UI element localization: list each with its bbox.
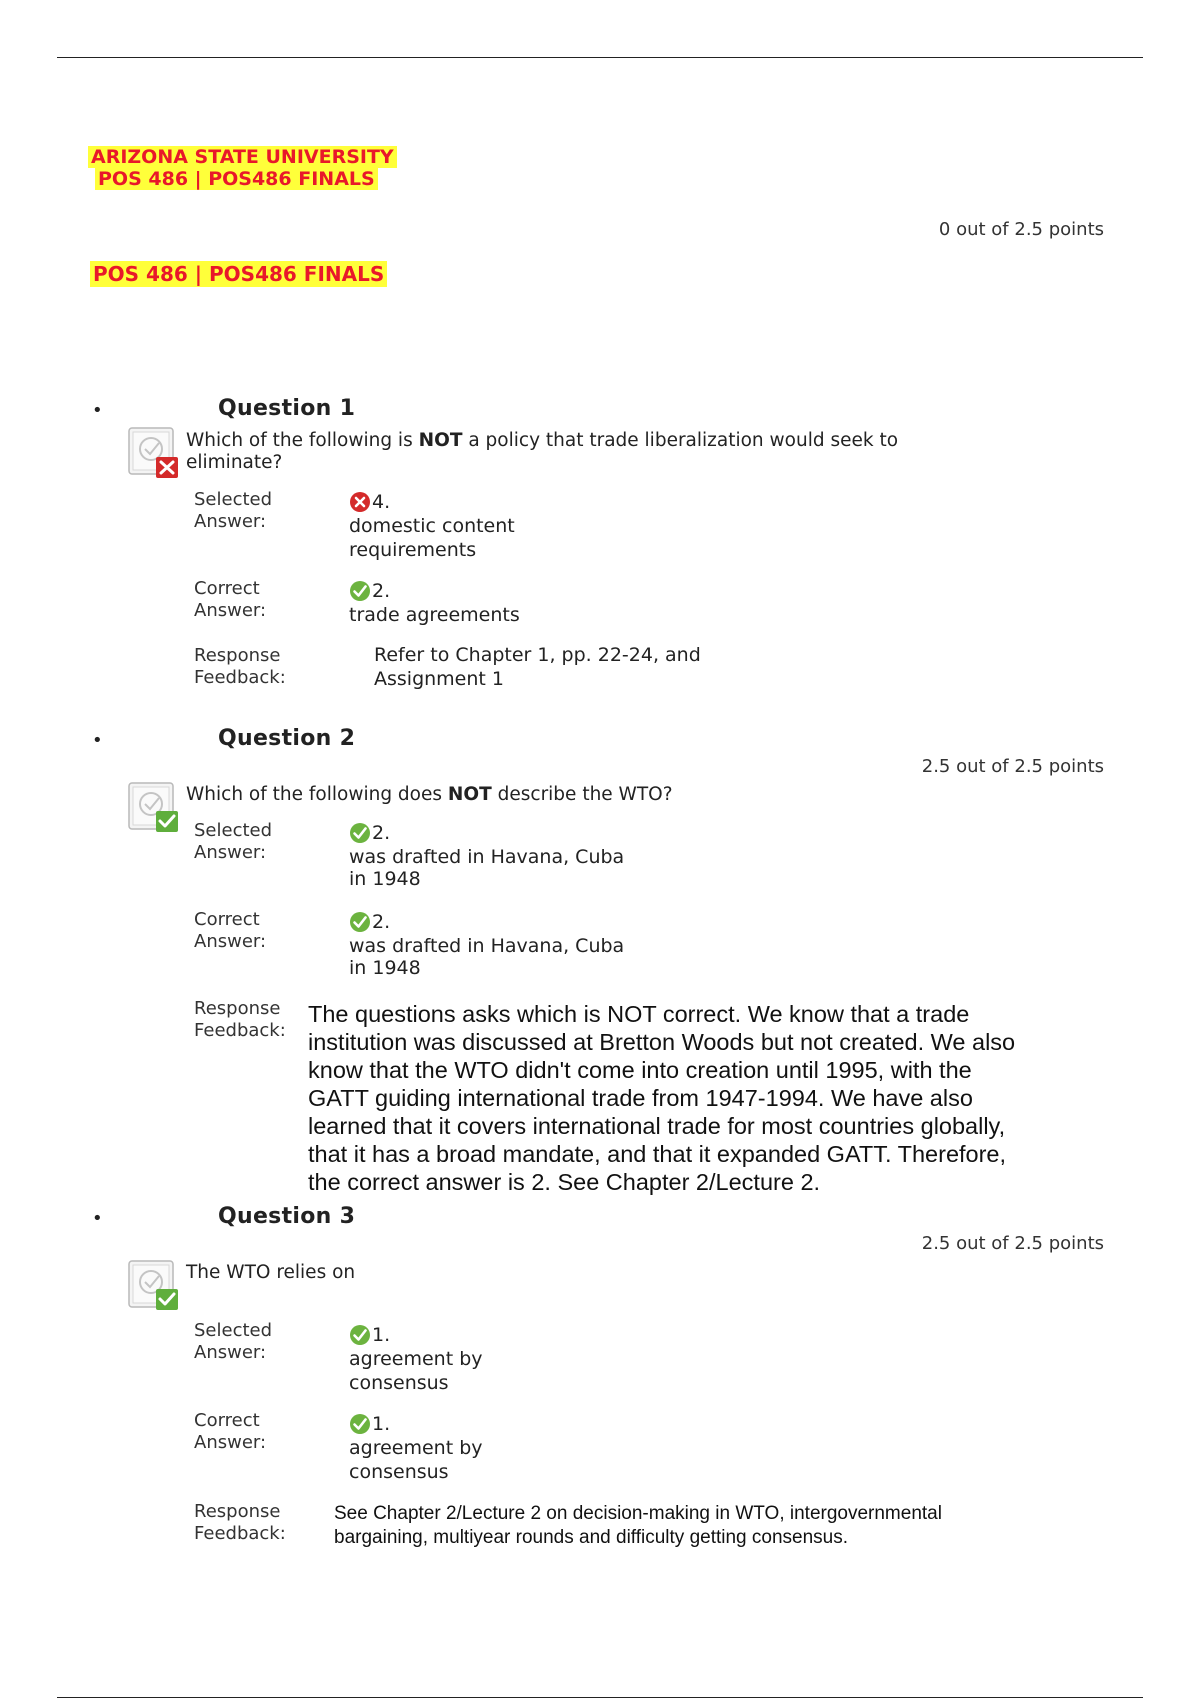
top-rule: [57, 57, 1143, 58]
correct-mark-icon: [349, 911, 371, 933]
correct-status-icon: [128, 782, 180, 834]
question-3-bullet: •: [92, 1208, 103, 1229]
question-1-bullet: •: [92, 400, 103, 421]
question-3-text: The WTO relies on: [186, 1262, 356, 1283]
header-block: [88, 146, 397, 190]
question-2-title: Question 2: [218, 726, 356, 751]
question-1-text: Which of the following is NOT a policy that trade liberalization would seek to eliminate?: [186, 430, 899, 473]
top-points: 0 out of 2.5 points: [938, 219, 1104, 240]
correct-mark-icon: [349, 1413, 371, 1435]
correct-mark-icon: [349, 1324, 371, 1346]
q1-selected-answer: 4. domestic content requirements: [349, 491, 515, 561]
incorrect-mark-icon: [349, 491, 371, 513]
q3-correct-answer: 1. agreement by consensus: [349, 1413, 483, 1483]
correct-status-icon: [128, 1260, 180, 1312]
q1-feedback-label: Response Feedback:: [194, 645, 286, 688]
q3-selected-answer: 1. agreement by consensus: [349, 1324, 483, 1394]
university-name: ARIZONA STATE UNIVERSITY: [88, 146, 397, 168]
q2-selected-answer: 2. was drafted in Havana, Cuba in 1948: [349, 822, 625, 890]
question-2-bullet: •: [92, 730, 103, 751]
question-1-title: Question 1: [218, 396, 356, 421]
question-2-points: 2.5 out of 2.5 points: [921, 756, 1104, 777]
q2-correct-label: Correct Answer:: [194, 909, 267, 952]
q2-correct-answer: 2. was drafted in Havana, Cuba in 1948: [349, 911, 625, 979]
q2-feedback-label: Response Feedback:: [194, 998, 286, 1041]
q2-selected-label: Selected Answer:: [194, 820, 273, 863]
q3-feedback-text: See Chapter 2/Lecture 2 on decision-making in WTO, intergovernmental bargaining, multiyear rounds and difficulty getting consensus.: [334, 1503, 942, 1548]
correct-mark-icon: [349, 822, 371, 844]
course-title-block: [90, 261, 387, 287]
q3-correct-label: Correct Answer:: [194, 1410, 267, 1453]
q1-correct-answer: 2. trade agreements: [349, 580, 520, 626]
q1-correct-label: Correct Answer:: [194, 578, 267, 621]
q2-feedback-text: The questions asks which is NOT correct. We know that a trade institution was discussed at Bretton Woods but not created. We also know that the WTO didn't come into creation until 1995, with the GATT guiding international trade from 1947-1994. We have also learned that it covers international trade for most countries globally, that it has a broad mandate, and that it expanded GATT. Therefore, the correct answer is 2. See Chapter 2/Lecture 2.: [308, 1001, 1016, 1195]
q3-selected-label: Selected Answer:: [194, 1320, 273, 1363]
question-3-points: 2.5 out of 2.5 points: [921, 1233, 1104, 1254]
course-line: POS 486 | POS486 FINALS: [95, 168, 378, 190]
bottom-rule: [57, 1697, 1143, 1698]
question-2-text: Which of the following does NOT describe the WTO?: [186, 784, 673, 805]
q1-feedback-text: Refer to Chapter 1, pp. 22-24, and Assignment 1: [374, 644, 701, 690]
q1-selected-label: Selected Answer:: [194, 489, 273, 532]
correct-mark-icon: [349, 580, 371, 602]
course-title: POS 486 | POS486 FINALS: [90, 261, 387, 287]
question-3-title: Question 3: [218, 1204, 356, 1229]
q3-feedback-label: Response Feedback:: [194, 1501, 286, 1544]
incorrect-status-icon: [128, 427, 180, 479]
